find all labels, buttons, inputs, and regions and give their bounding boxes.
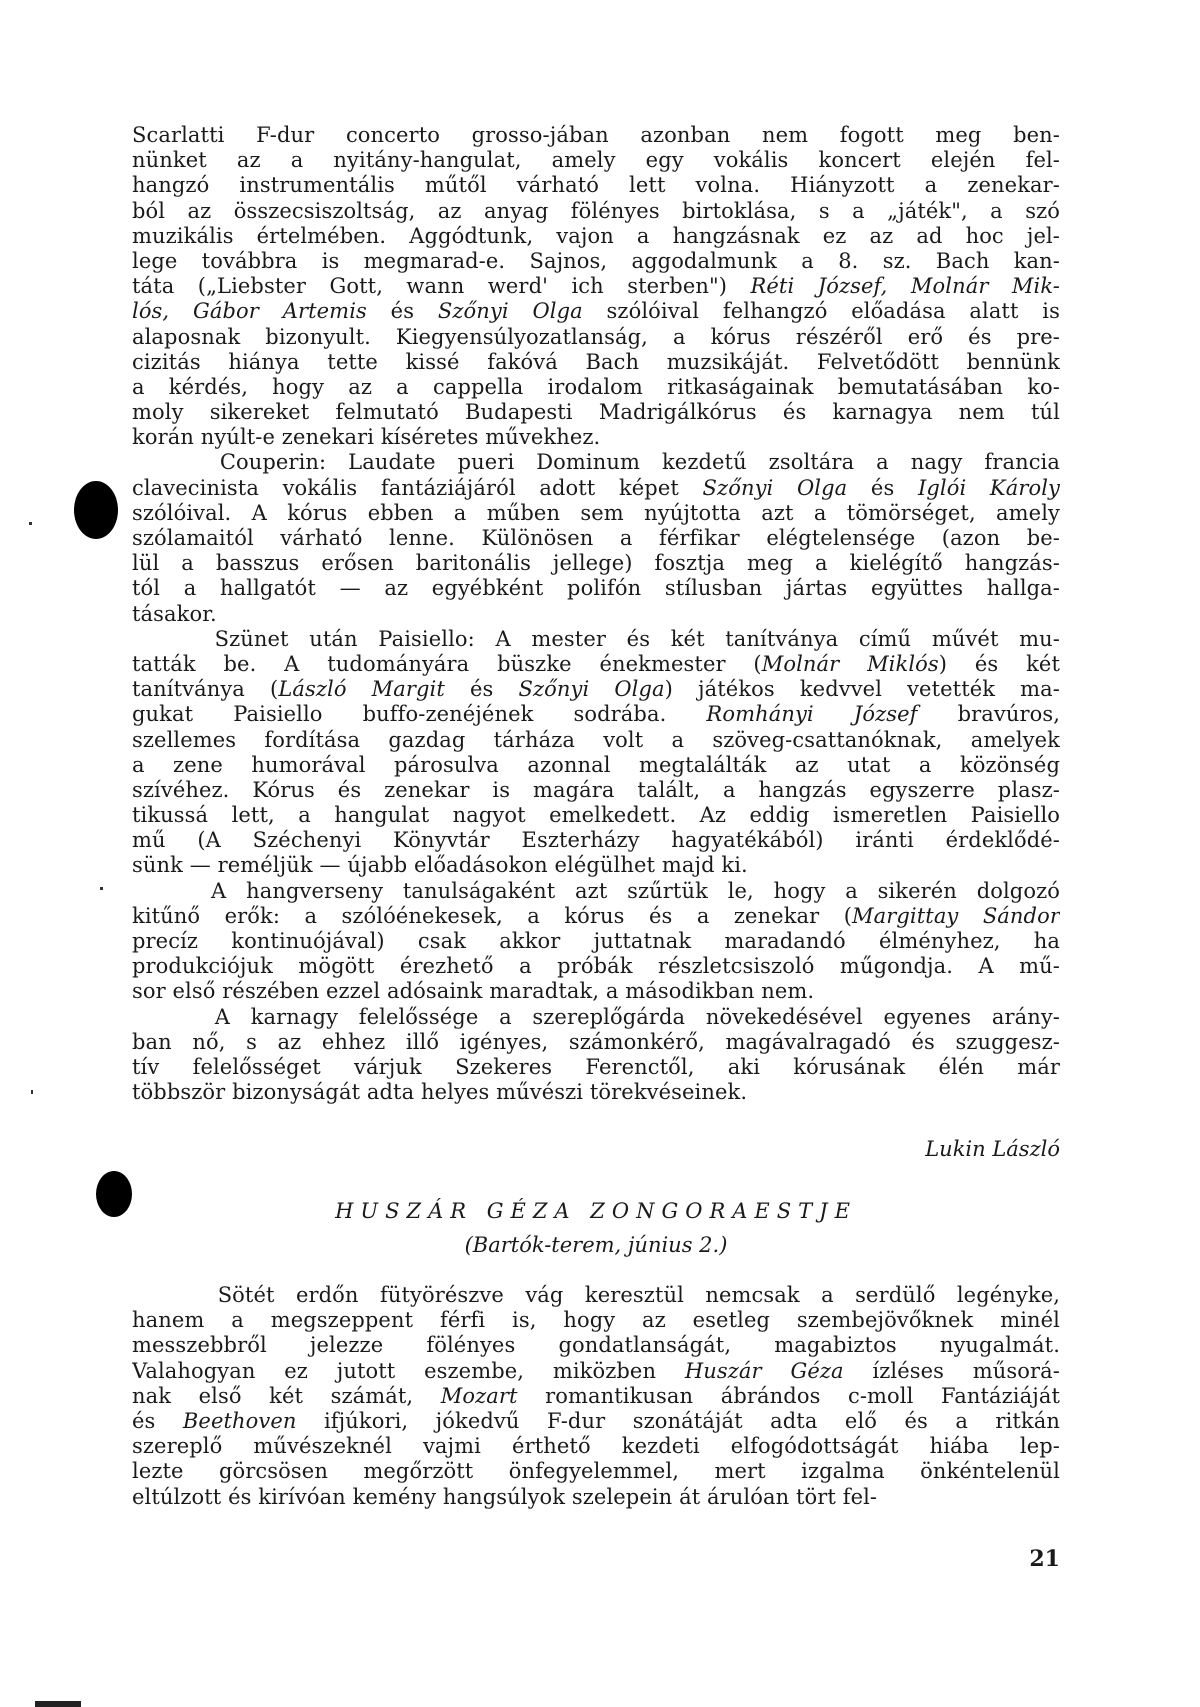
text-line [132,677,1060,702]
text-line [132,904,1060,929]
text-line [132,1308,1060,1333]
review-1-text [132,123,1060,1105]
text-segment: szólamaitól várható lenne. Különösen a férfikar elégtelensége (azon be- [132,526,1060,550]
text-segment: lezte görcsösen megőrzött önfegyelemmel, mert izgalma önkéntelenül [132,1459,1060,1484]
scan-speck [100,887,103,890]
text-segment: a zene humorával párosulva azonnal megtalálták az utat a közönség [132,752,1060,777]
review-2-text [132,1283,1060,1510]
text-segment: hanem a megszeppent férfi is, hogy az esetleg szembejövőknek minél [132,1308,1060,1333]
text-line [132,350,1060,375]
italic-name: Mozart [440,1383,518,1408]
text-line [132,853,1060,878]
text-segment: szólóival. A kórus ebben a műben sem nyújtotta azt a tömörséget, amely [132,500,1060,525]
text-line [132,1333,1060,1358]
text-line [132,526,1060,551]
text-segment: Scarlatti F-dur concerto grosso-jában azonban nem fogott meg ben- [132,123,1060,147]
text-line [132,1080,1060,1105]
text-line [132,1459,1060,1484]
text-segment: messzebbről jelezze fölényes gondatlanságát, magabiztos nyugalmát. [132,1333,1060,1358]
review-2-subtitle: (Bartók-terem, június 2.) [464,1233,728,1257]
text-segment: A hangverseny tanulságaként azt szűrtük le, hogy a sikerén dolgozó [132,878,1060,903]
italic-name: László Margit [278,677,445,702]
text-line [132,148,1060,173]
text-line [132,400,1060,425]
text-segment: eltúlzott és kirívóan kemény hangsúlyok szelepein át árulóan tört fel- [132,1484,878,1509]
text-line [132,803,1060,828]
page-number: 21 [1029,1546,1060,1572]
italic-name: Iglói Károly [917,475,1060,500]
italic-name: Romhányi József [706,702,918,727]
text-segment: és [444,677,519,702]
text-line [132,929,1060,954]
text-segment: tikussá lett, a hangulat nagyot emelkedett. Az eddig ismeretlen Paisiello [132,803,1060,828]
text-segment: ízléses műsorá- [843,1358,1060,1383]
italic-name: Margittay Sándor [852,903,1060,928]
text-segment: A karnagy felelőssége a szereplőgárda növekedésével egyenes arány- [132,1004,1060,1029]
text-line [132,501,1060,526]
text-segment: muzikális értelmében. Aggódtunk, vajon a hangzásnak ez az ad hoc jel- [132,223,1060,248]
italic-name: Szőnyi Olga [437,299,583,324]
text-line [132,375,1060,400]
text-segment: szereplő művészeknél vajmi érthető kezdeti elfogódottságát hiába lep- [132,1434,1060,1459]
text-segment: cizitás hiánya tette kissé fakóvá Bach muzsikáját. Felvetődött bennünk [132,349,1060,374]
text-line [132,702,1060,727]
text-line [132,602,1060,627]
text-line [132,627,1060,652]
text-segment: Valahogyan ez jutott eszembe, miközben [132,1358,685,1383]
text-line [132,828,1060,853]
text-segment: többször bizonyságát adta helyes művészi törekvéseinek. [132,1080,748,1105]
text-line [132,325,1060,350]
italic-name: Szőnyi Olga [518,677,665,702]
text-segment: táta („Liebster Gott, wann werd' ich sterben") [132,274,751,299]
text-line [132,551,1060,576]
scan-speck [31,1090,33,1094]
punch-hole-mark [74,481,118,539]
text-segment: alaposnak bizonyult. Kiegyensúlyozatlanság, a kórus részéről erő és pre- [132,324,1060,349]
text-line [132,979,1060,1004]
text-segment: kitűnő erők: a szólóénekesek, a kórus és a zenekar ( [132,903,853,928]
text-segment: szívéhez. Kórus és zenekar is magára talált, a hangzás egyszerre plasz- [132,777,1060,802]
text-line [132,728,1060,753]
text-line [132,1384,1060,1409]
text-segment: a kérdés, hogy az a cappella irodalom ritkaságainak bemutatásában ko- [132,374,1060,399]
text-segment: clavecinista vokális fantáziájáról adott képet [132,475,703,500]
text-line [132,249,1060,274]
text-segment: és [132,1408,183,1433]
text-line [132,778,1060,803]
text-line [132,1055,1060,1080]
text-segment: tanítványa ( [132,677,279,702]
review-1-signature: Lukin László [925,1137,1060,1161]
text-line [132,199,1060,224]
text-segment: tív felelősséget várjuk Szekeres Ferenctől, aki kórusának élén már [132,1054,1060,1079]
text-segment: bravúros, [917,702,1060,727]
text-line [132,450,1060,475]
text-segment: ban nő, s az ehhez illő igényes, számonkérő, magávalragadó és szuggesz- [132,1029,1060,1054]
italic-name: Molnár Miklós [761,651,939,676]
text-segment: ból az összecsiszoltság, az anyag fölényes birtoklása, s a „játék", a szó [132,198,1060,223]
text-segment: mű (A Széchenyi Könyvtár Eszterházy hagyatékából) iránti érdeklődé- [132,828,1060,853]
punch-hole-mark [96,1171,132,1217]
text-segment: szólóival felhangzó előadása alatt is [582,299,1060,324]
text-segment: és [847,475,918,500]
scan-speck [29,522,32,525]
text-segment: nak első két számát, [132,1383,441,1408]
text-segment: gukat Paisiello buffo-zenéjének sodrába. [132,702,707,727]
text-line [132,1283,1060,1308]
text-segment: tatták be. A tudományára büszke énekmester ( [132,651,762,676]
text-line [132,1409,1060,1434]
text-line [132,954,1060,979]
text-segment: nünket az a nyitány-hangulat, amely egy vokális koncert elején fel- [132,148,1060,173]
text-segment: produkciójuk mögött érezhető a próbák részletcsiszoló műgondja. A mű- [132,954,1060,979]
text-segment: szellemes fordítása gazdag tárháza volt a szöveg-csattanóknak, amelyek [132,727,1060,752]
text-segment: romantikusan ábrándos c-moll Fantáziáját [517,1383,1060,1408]
text-line [132,123,1060,148]
text-segment: sünk — reméljük — újabb előadásokon elégülhet majd ki. [132,853,748,878]
text-segment: sor első részében ezzel adósaink maradtak, a másodikban nem. [132,979,815,1004]
text-line [132,652,1060,677]
text-segment: tásakor. [132,601,217,626]
text-segment: lül a basszus erősen baritonális jellege) fosztja meg a kielégítő hangzás- [132,551,1060,576]
text-line [132,476,1060,501]
text-segment: precíz kontinuójával) csak akkor juttatnak maradandó élményhez, ha [132,929,1060,953]
text-line [132,1434,1060,1459]
text-line [132,1359,1060,1384]
text-segment: hangzó instrumentális műtől várható lett volna. Hiányzott a zenekar- [132,173,1060,198]
text-segment: Sötét erdőn fütyörészve vág keresztül nemcsak a serdülő legényke, [132,1283,1060,1307]
italic-name: lós, Gábor Artemis [132,299,367,324]
text-segment: moly sikereket felmutató Budapesti Madrigálkórus és karnagya nem túl [132,400,1060,425]
text-line [132,576,1060,601]
text-line [132,425,1060,450]
text-segment: lege továbbra is megmarad-e. Sajnos, aggodalmunk a 8. sz. Bach kan- [132,248,1060,273]
text-segment: korán nyúlt-e zenekari kíséretes művekhez. [132,425,601,450]
text-segment: Couperin: Laudate pueri Dominum kezdetű zsoltára a nagy francia [132,450,1060,475]
text-segment: Szünet után Paisiello: A mester és két tanítványa című művét mu- [132,626,1060,651]
text-segment: és [366,299,438,324]
italic-name: Réti József, Molnár Mik- [750,274,1060,299]
text-line [132,274,1060,299]
italic-name: Beethoven [182,1408,297,1433]
text-line [132,1030,1060,1055]
text-line [132,753,1060,778]
text-line [132,173,1060,198]
text-line [132,1485,1060,1510]
text-segment: tól a hallgatót — az egyébként polifón stílusban jártas együttes hallga- [132,576,1060,601]
text-segment: ) játékos kedvvel vetették ma- [664,677,1060,702]
text-line [132,299,1060,324]
text-segment: ifjúkori, jókedvű F-dur szonátáját adta elő és a ritkán [296,1408,1060,1433]
text-line [132,224,1060,249]
text-line [132,1005,1060,1030]
italic-name: Szőnyi Olga [702,475,848,500]
italic-name: Huszár Géza [684,1358,844,1383]
scan-edge-mark [35,1701,81,1707]
review-2-title: HUSZÁR GÉZA ZONGORAESTJE [335,1199,857,1223]
text-segment: ) és két [938,651,1060,676]
text-line [132,879,1060,904]
